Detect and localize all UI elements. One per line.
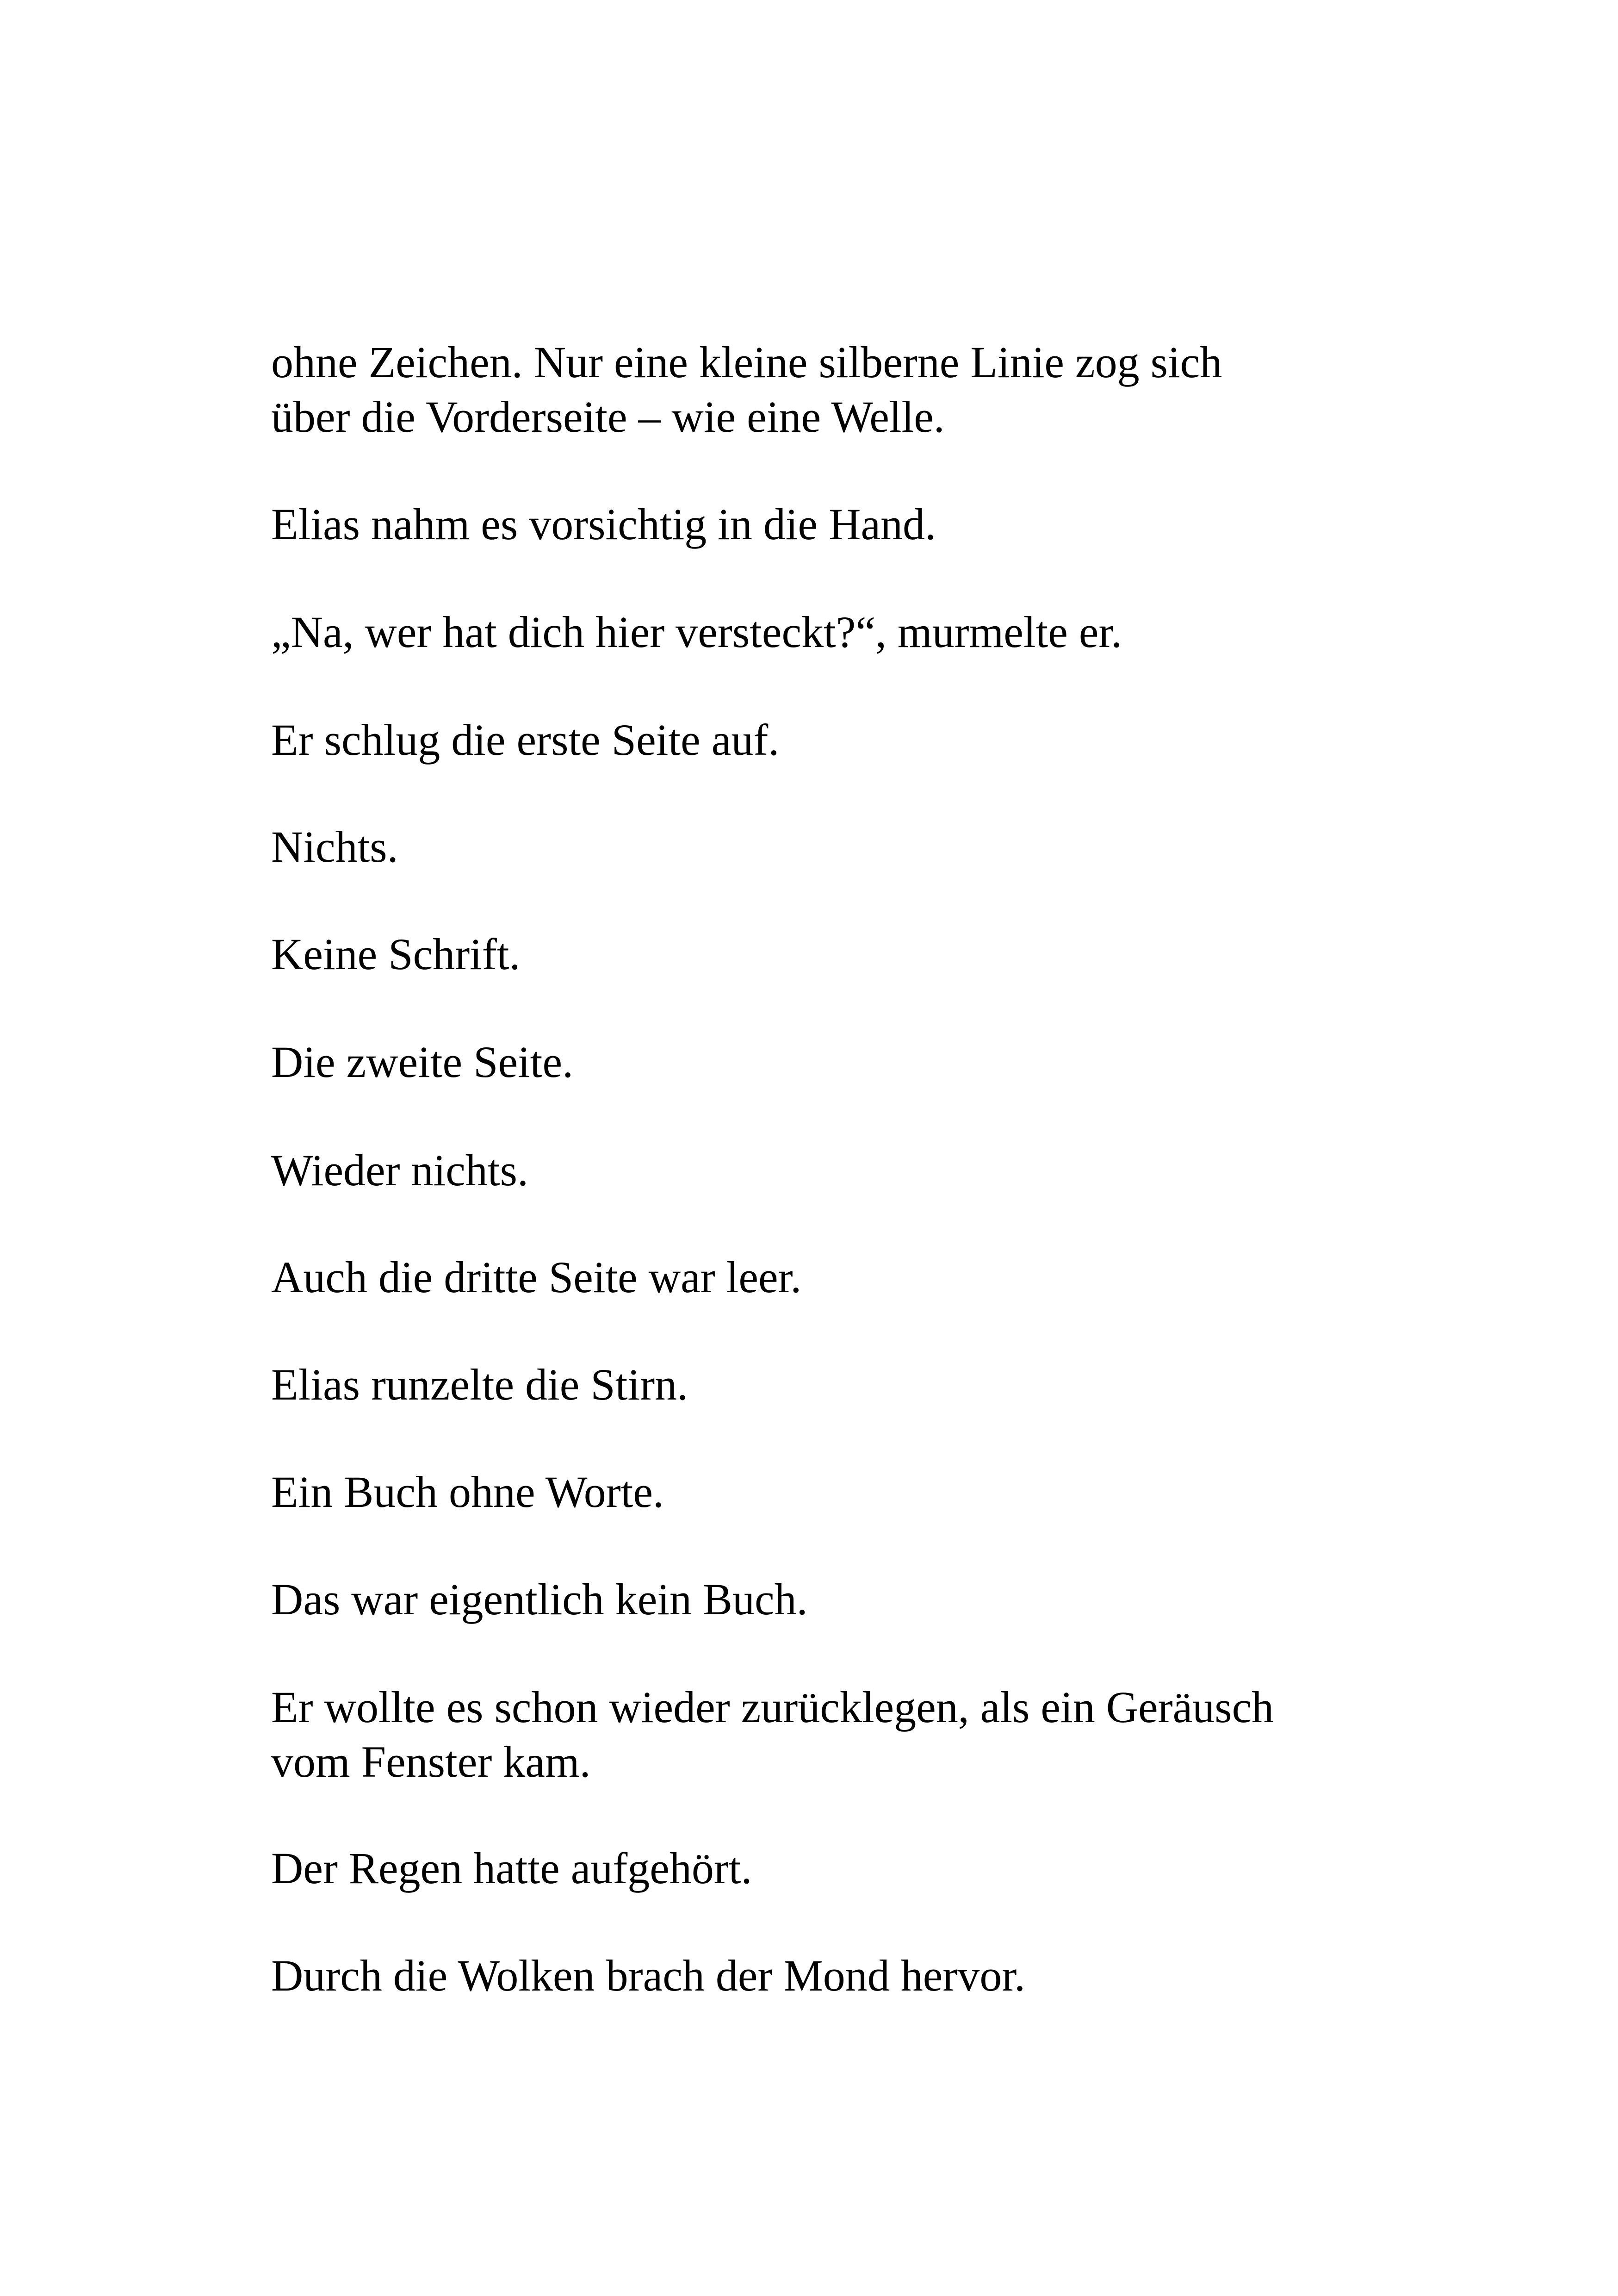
paragraph [271, 1250, 801, 1305]
text-line: Auch die dritte Seite war leer. [271, 1252, 802, 1302]
paragraph [271, 713, 779, 767]
text-line: über die Vorderseite – wie eine Welle. [271, 392, 945, 442]
text-line: Durch die Wolken brach der Mond hervor. [271, 1951, 1026, 2000]
paragraph [271, 1680, 1274, 1789]
text-line: Ein Buch ohne Worte. [271, 1467, 664, 1517]
text-line: Elias nahm es vorsichtig in die Hand. [271, 499, 936, 549]
text-line: Er schlug die erste Seite auf. [271, 715, 780, 765]
text-line: „Na, wer hat dich hier versteckt?“, murmelte er. [271, 607, 1122, 657]
paragraph [271, 497, 936, 552]
text-line: ohne Zeichen. Nur eine kleine silberne Linie zog sich [271, 337, 1222, 387]
text-line: Wieder nichts. [271, 1145, 528, 1195]
paragraph [271, 1357, 688, 1412]
paragraph [271, 1035, 573, 1089]
paragraph [271, 335, 1222, 444]
paragraph [271, 1841, 752, 1896]
paragraph [271, 605, 1122, 660]
paragraph [271, 1572, 808, 1627]
text-line: Keine Schrift. [271, 929, 521, 979]
text-line: vom Fenster kam. [271, 1737, 591, 1786]
text-line: Nichts. [271, 822, 398, 871]
paragraph [271, 1465, 664, 1519]
paragraph [271, 1143, 528, 1198]
paragraph [271, 820, 398, 874]
paragraph [271, 1948, 1025, 2003]
text-line: Er wollte es schon wieder zurücklegen, als ein Geräusch [271, 1682, 1274, 1732]
text-line: Der Regen hatte aufgehört. [271, 1843, 752, 1893]
text-line: Das war eigentlich kein Buch. [271, 1574, 808, 1624]
paragraph [271, 927, 521, 982]
text-line: Elias runzelte die Stirn. [271, 1360, 688, 1409]
text-line: Die zweite Seite. [271, 1037, 574, 1087]
